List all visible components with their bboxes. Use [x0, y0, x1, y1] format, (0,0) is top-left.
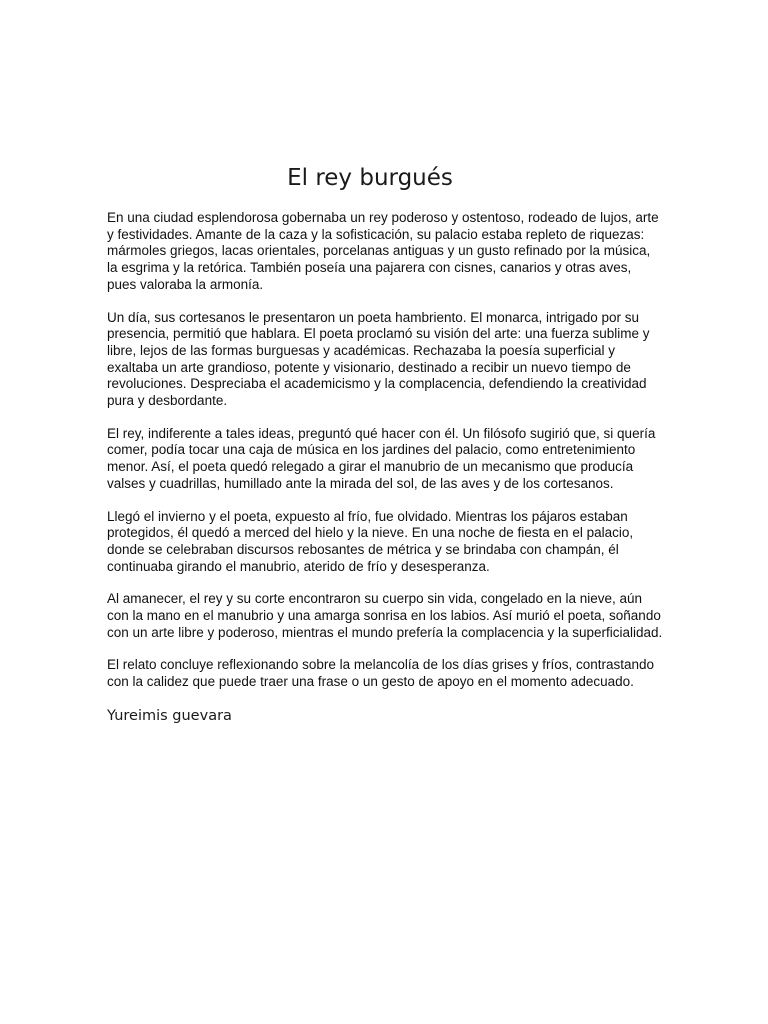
paragraph-3: El rey, indiferente a tales ideas, preguntó qué hacer con él. Un filósofo sugirió que, si quería comer, podía tocar una caja de música en los jardines del palacio, como entretenimiento menor. Así, el poeta quedó relegado a girar el manubrio de un mecanismo que producía valses y cuadrillas, humillado ante la mirada del sol, de las aves y de los cortesanos. [107, 425, 656, 491]
paragraph-1: En una ciudad esplendorosa gobernaba un rey poderoso y ostentoso, rodeado de lujos, arte y festividades. Amante de la caza y la sofisticación, su palacio estaba repleto de riquezas: mármoles griegos, lacas orientales, porcelanas antiguas y un gusto refinado por la música, la esgrima y la retórica. También poseía una pajarera con cisnes, canarios y otras aves, pues valoraba la armonía. [107, 210, 659, 292]
paragraph-6: El relato concluye reflexionando sobre la melancolía de los días grises y fríos, contrastando con la calidez que puede traer una frase o un gesto de apoyo en el momento adecuado. [107, 657, 655, 690]
paragraph-4: Llegó el invierno y el poeta, expuesto al frío, fue olvidado. Mientras los pájaros estaban protegidos, él quedó a merced del hielo y la nieve. En una noche de fiesta en el palacio, donde se celebraban discursos rebosantes de métrica y se brindaba con champán, él continuaba girando el manubrio, aterido de frío y desesperanza. [107, 508, 634, 574]
author-name: Yureimis guevara [107, 707, 232, 724]
document-title: El rey burgués [287, 165, 453, 191]
document-body [107, 210, 663, 725]
paragraph-5: Al amanecer, el rey y su corte encontraron su cuerpo sin vida, congelado en la nieve, aún con la mano en el manubrio y una amarga sonrisa en los labios. Así murió el poeta, soñando con un arte libre y poderoso, mientras el mundo prefería la complacencia y la superficialidad. [107, 591, 663, 640]
paragraph-2: Un día, sus cortesanos le presentaron un poeta hambriento. El monarca, intrigado por su presencia, permitió que hablara. El poeta proclamó su visión del arte: una fuerza sublime y libre, lejos de las formas burguesas y académicas. Rechazaba la poesía superficial y exaltaba un arte grandioso, potente y visionario, destinado a recibir un nuevo tiempo de revoluciones. Despreciaba el academicismo y la complacencia, defendiendo la creatividad pura y desbordante. [107, 309, 650, 409]
